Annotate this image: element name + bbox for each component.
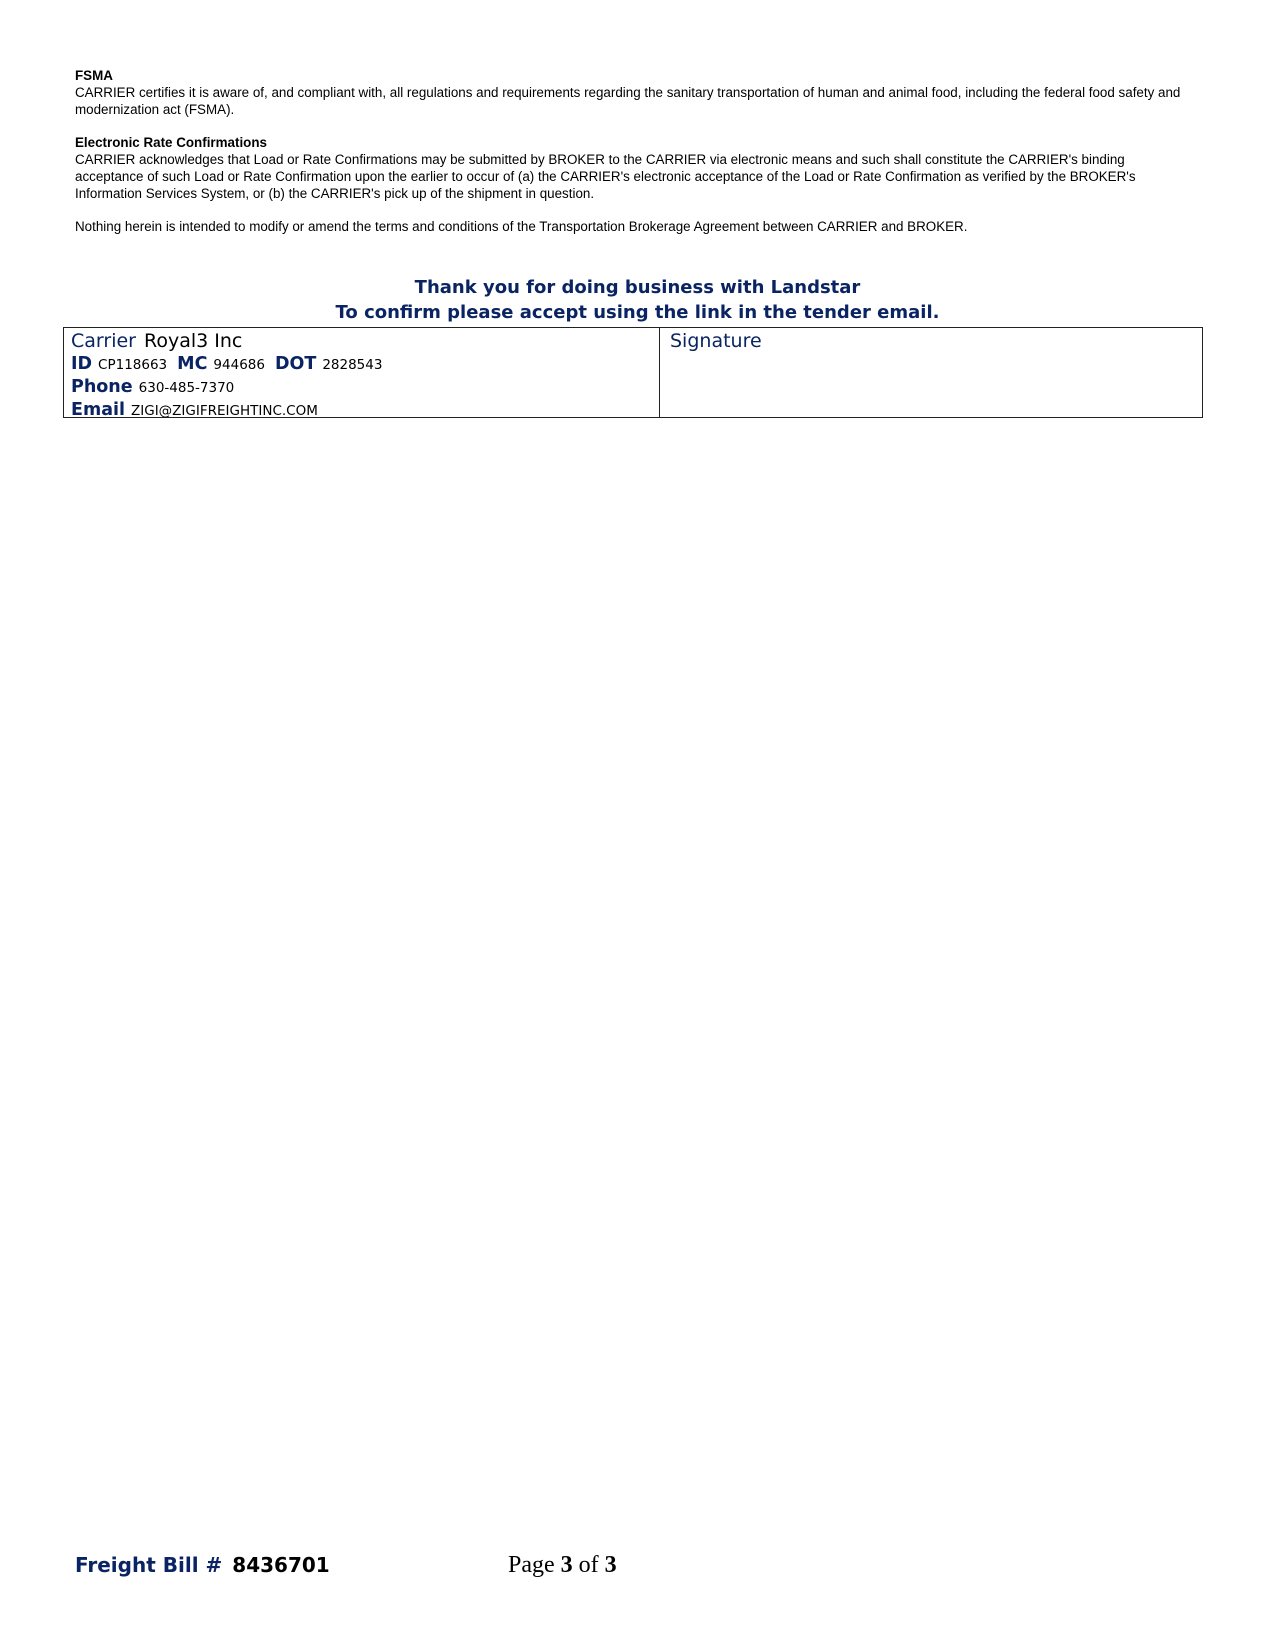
id-label: ID	[71, 354, 93, 374]
thank-you-heading: Thank you for doing business with Landstar	[414, 277, 861, 298]
freight-bill-label: Freight Bill #	[75, 1553, 223, 1577]
fsma-title: FSMA	[75, 68, 113, 83]
page-number	[508, 1550, 617, 1580]
email-label: Email	[71, 400, 125, 420]
mc-label: MC	[177, 354, 208, 374]
electronic-rate-text: CARRIER acknowledges that Load or Rate Confirmations may be submitted by BROKER to the CARRIER via electronic means and such shall constitute the CARRIER's binding acceptance of such Load or Rate Confirmation upon the earlier to occur of (a) the CARRIER's electronic acceptance of the Load or Rate Confirmation as verified by the BROKER's Information Services System, or (b) the CARRIER's pick up of the shipment in question.	[75, 152, 1136, 201]
page-total: 3	[604, 1552, 617, 1578]
page-current: 3	[560, 1552, 573, 1578]
phone-value: 630-485-7370	[138, 380, 235, 396]
carrier-name-line	[71, 329, 652, 353]
electronic-rate-title: Electronic Rate Confirmations	[75, 135, 267, 150]
carrier-ids-row	[71, 353, 652, 376]
dot-label: DOT	[274, 354, 317, 374]
email-value: ZIGI@ZIGIFREIGHTINC.COM	[131, 403, 318, 419]
electronic-rate-section	[75, 134, 1190, 202]
nothing-herein-text: Nothing herein is intended to modify or amend the terms and conditions of the Transportation Brokerage Agreement between CARRIER and BROKER.	[75, 219, 968, 234]
signature-label: Signature	[670, 330, 762, 352]
page-of: of	[578, 1552, 599, 1578]
nothing-herein-section	[75, 218, 1190, 235]
id-value: CP118663	[98, 357, 168, 373]
fsma-section	[75, 67, 1190, 118]
freight-bill-number: 8436701	[232, 1553, 330, 1577]
signature-cell[interactable]	[660, 328, 1202, 417]
freight-bill	[75, 1551, 330, 1579]
carrier-name: Royal3 Inc	[143, 330, 243, 352]
mc-value: 944686	[213, 357, 265, 373]
phone-label: Phone	[71, 377, 133, 397]
fsma-text: CARRIER certifies it is aware of, and compliant with, all regulations and requirements regarding the sanitary transportation of human and animal food, including the federal food safety and modernization act (FSMA).	[75, 85, 1181, 117]
confirm-instruction: To confirm please accept using the link in the tender email.	[335, 302, 940, 323]
carrier-phone-row	[71, 376, 652, 399]
carrier-email-row	[71, 399, 652, 422]
carrier-info-table	[63, 327, 1203, 418]
carrier-label: Carrier	[71, 330, 136, 352]
dot-value: 2828543	[322, 357, 383, 373]
page-prefix: Page	[508, 1552, 555, 1578]
carrier-info-cell	[64, 328, 660, 420]
